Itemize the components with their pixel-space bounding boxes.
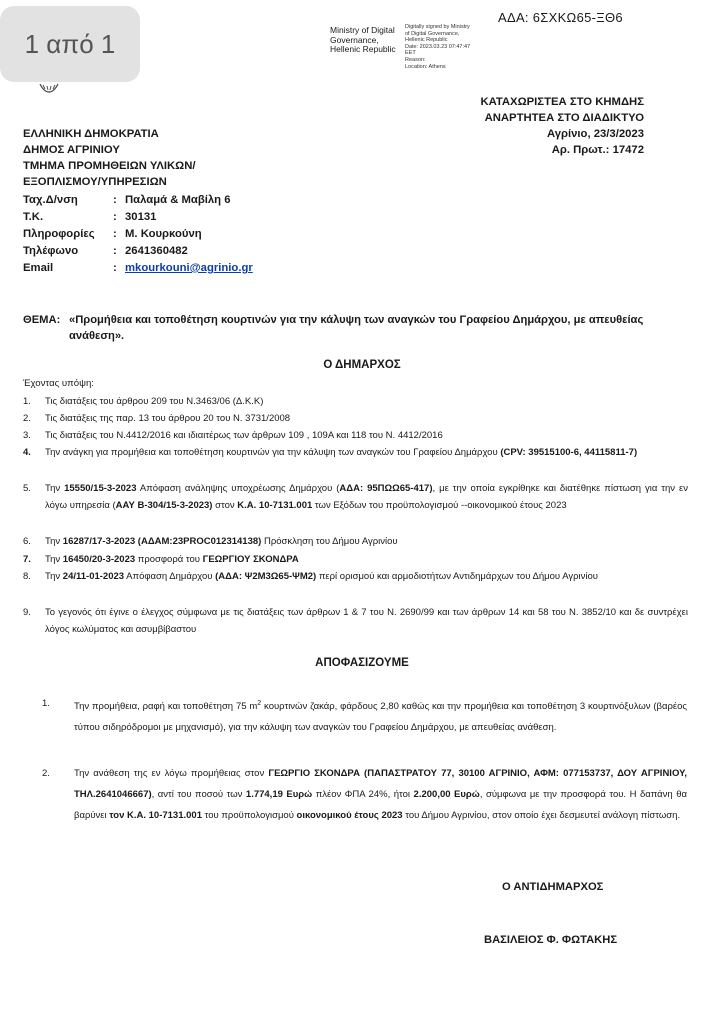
- sig-detail-line: Date: 2023.03.23 07:47:47: [405, 43, 471, 50]
- text-run: Πρόσκληση του Δήμου Αγρινίου: [261, 536, 398, 547]
- protocol-number: Αρ. Πρωτ.: 17472: [551, 144, 644, 156]
- bold-text: ΓΕΩΡΓΙΟΥ ΣΚΟΝΔΡΑ: [202, 554, 299, 565]
- subject: [23, 312, 693, 344]
- bold-text: ΑΔΑ: 95ΠΩΩ65-417): [339, 483, 433, 494]
- text-run: Τις διατάξεις του άρθρου 209 του Ν.3463/06 (Δ.Κ.Κ): [45, 396, 264, 407]
- text-run: Το γεγονός ότι έγινε ο έλεγχος σύμφωνα με τις διατάξεις των άρθρων 1 & 7 του Ν. 2690/99 και των άρθρων 14 και 58 του Ν. 3852/10 και δε συντρέχει λόγος κωλύματος και ασυμβίβαστου: [45, 607, 688, 635]
- item-number: 6.: [23, 536, 31, 547]
- sig-detail-line: Location: Athens: [405, 63, 446, 70]
- bold-text: Κ.Α. 10-7131.001: [237, 499, 313, 511]
- item-text: [45, 605, 688, 638]
- text-run: Απόφαση ανάληψης υποχρέωσης Δημάρχου (: [136, 483, 340, 494]
- item-number: 1.: [23, 396, 31, 407]
- contact-info-person: Πληροφορίες : Μ. Κουρκούνη: [23, 228, 202, 240]
- contact-phone: Τηλέφωνο : 2641360482: [23, 245, 188, 257]
- consideration-item: [23, 569, 688, 586]
- text-run: Τις διατάξεις του Ν.4412/2016 και ιδιαιτέρως των άρθρων 109 , 109Α και 118 του Ν. 4412/2016: [45, 430, 443, 441]
- superscript-text: 2: [257, 700, 262, 707]
- email-link[interactable]: mkourkouni@agrinio.gr: [125, 262, 253, 274]
- mayor-heading: Ο ΔΗΜΑΡΧΟΣ: [323, 359, 401, 371]
- bold-text: τον Κ.Α. 10-7131.001: [109, 810, 202, 821]
- contact-value: 30131: [125, 211, 157, 223]
- item-text: [45, 534, 688, 551]
- item-number: 1.: [42, 698, 50, 709]
- contact-label: Ταχ.Δ/νση: [23, 194, 78, 206]
- consideration-item: [23, 552, 688, 569]
- sig-detail-line: Reason:: [405, 56, 426, 63]
- signatory-name: ΒΑΣΙΛΕΙΟΣ Φ. ΦΩΤΑΚΗΣ: [484, 934, 618, 946]
- contact-label: Πληροφορίες: [23, 228, 95, 240]
- text-run: Την προμήθεια, ραφή και τοποθέτηση 75 m: [74, 701, 258, 713]
- text-run: Την: [45, 571, 63, 582]
- text-run: περί ορισμού και αρμοδιοτήτων Αντιδημάρχων του Δήμου Αγρινίου: [316, 571, 598, 582]
- bold-text: ΓΕΩΡΓΙΟ ΣΚΟΝΔΡΑ (ΠΑΠΑΣΤΡΑΤΟΥ 77, 30100 ΑΓΡΙΝΙΟ, ΑΦΜ: 077153737, ΔΟΥ ΑΓΡΙΝΙΟΥ, ΤΗΛ.2641046667): [74, 768, 687, 800]
- item-number: 4.: [23, 447, 31, 458]
- consideration-item: [23, 445, 688, 462]
- bold-text: 24/11-01-2023: [62, 571, 125, 582]
- contact-value: Μ. Κουρκούνη: [125, 228, 202, 240]
- text-run: του προϋπολογισμού: [202, 810, 297, 821]
- signer-line: Governance,: [330, 34, 379, 45]
- subject-text: «Προμήθεια και τοποθέτηση κουρτινών για την κάλυψη των αναγκών του Γραφείου Δημάρχου, με απευθείας ανάθεση».: [69, 314, 644, 342]
- item-number: 2.: [42, 768, 50, 779]
- authority-line: ΤΜΗΜΑ ΠΡΟΜΗΘΕΙΩΝ ΥΛΙΚΩΝ/: [23, 160, 196, 172]
- text-run: κουρτινών ζακάρ, φάρδους 2,80 καθώς και την προμήθεια και τοποθέτηση 3 κουρτινόξυλων (βαρέος τύπου σιδηρόδρομοι με μηχανισμό), για την κάλυψη των αναγκών του Γραφείου Δημάρχου, με απευθείας ανάθεση.: [74, 701, 688, 734]
- decide-heading: ΑΠΟΦΑΣΙΖΟΥΜΕ: [315, 657, 409, 669]
- text-run: Την: [45, 483, 65, 494]
- decision-item: [42, 763, 687, 826]
- text-run: , με την οποία εγκρίθηκε και διατέθηκε πίστωση για την εν λόγω υπηρεσία (: [45, 483, 689, 511]
- digital-signature-signer: [330, 26, 396, 55]
- considering-label: Έχοντας υπόψη:: [23, 378, 94, 389]
- bold-text: 16287/17-3-2023 (ΑΔΑΜ:23PROC012314138): [62, 536, 262, 547]
- contact-value: 2641360482: [125, 245, 188, 257]
- page-indicator-text: 1 από 1: [24, 28, 116, 59]
- bold-text: οικονομικού έτους 2023: [296, 810, 403, 821]
- contact-address: Ταχ.Δ/νση : Παλαμά & Μαβίλη 6: [23, 194, 231, 206]
- authority-line: ΔΗΜΟΣ ΑΓΡΙΝΙΟΥ: [23, 144, 120, 156]
- signatory-role: Ο ΑΝΤΙΔΗΜΑΡΧΟΣ: [502, 881, 604, 893]
- item-text: [74, 693, 687, 738]
- item-number: 5.: [23, 483, 31, 494]
- contact-email: Email : mkourkouni@agrinio.gr: [23, 262, 253, 274]
- text-run: προσφορά του: [135, 554, 203, 565]
- text-run: Την: [45, 554, 63, 565]
- item-text: [45, 411, 688, 428]
- contact-label: Τ.Κ.: [23, 211, 44, 223]
- text-run: πλέον ΦΠΑ 24%, ήτοι: [312, 789, 414, 800]
- consideration-item: [23, 605, 688, 638]
- text-run: στον: [212, 499, 238, 511]
- sig-detail-line: of Digital Governance,: [405, 30, 460, 37]
- bold-text: 16450/20-3-2023: [62, 554, 136, 565]
- item-number: 3.: [23, 430, 31, 441]
- text-run: των Εξόδων του προϋπολογισμού --οικονομικού έτους 2023: [312, 499, 567, 511]
- page-indicator-badge: [0, 6, 140, 82]
- authority-line: ΕΛΛΗΝΙΚΗ ΔΗΜΟΚΡΑΤΙΑ: [23, 128, 159, 140]
- text-run: Την ανάθεση της εν λόγω προμήθειας στον: [74, 768, 269, 779]
- consideration-item: [23, 394, 688, 411]
- text-run: Την: [45, 536, 63, 547]
- internet-post-note: ΑΝΑΡΤΗΤΕΑ ΣΤΟ ΔΙΑΔΙΚΤΥΟ: [484, 112, 644, 124]
- contact-value: Παλαμά & Μαβίλη 6: [125, 194, 231, 206]
- consideration-item: [23, 411, 688, 428]
- consideration-item: [23, 428, 688, 445]
- contact-postcode: Τ.Κ. : 30131: [23, 211, 157, 223]
- bold-text: 1.774,19 Ευρώ: [245, 789, 313, 800]
- item-number: 9.: [23, 607, 31, 618]
- consideration-item: [23, 481, 688, 514]
- sig-detail-line: Digitally signed by Ministry: [405, 24, 470, 30]
- bold-text: ΑΑΥ Β-304/15-3-2023): [115, 499, 213, 511]
- text-run: , σύμφωνα με την προσφορά του. Η δαπάνη θα βαρύνει: [74, 789, 687, 821]
- bold-text: 2.200,00 Ευρώ: [413, 789, 480, 800]
- signer-line: Ministry of Digital: [330, 25, 395, 35]
- decision-item: [42, 693, 687, 738]
- digital-signature-details: [405, 24, 470, 70]
- text-run: , αντί του ποσού των: [151, 789, 246, 800]
- greek-emblem-icon: [38, 80, 60, 94]
- item-text: [45, 552, 688, 569]
- consideration-item: [23, 534, 688, 551]
- item-text: [45, 569, 688, 586]
- item-text: [45, 445, 688, 462]
- text-run: Απόφαση Δημάρχου: [124, 571, 216, 582]
- text-run: Την ανάγκη για προμήθεια και τοποθέτηση κουρτινών για την κάλυψη των αναγκών του Γραφείου Δημάρχου: [45, 447, 501, 458]
- sig-detail-line: EET: [405, 50, 416, 57]
- item-text: [45, 428, 688, 445]
- item-text: [45, 394, 688, 411]
- text-run: του Δήμου Αγρινίου, στον οποίο έχει δεσμευτεί ανάλογη πίστωση.: [402, 810, 681, 821]
- item-text: [74, 763, 687, 826]
- item-number: 2.: [23, 413, 31, 424]
- registry-note: ΚΑΤΑΧΩΡΙΣΤΕΑ ΣΤΟ ΚΗΜΔΗΣ: [480, 96, 644, 108]
- bold-text: 15550/15-3-2023: [64, 483, 137, 494]
- signer-line: Hellenic Republic: [330, 44, 396, 54]
- bold-text: (ΑΔΑ: Ψ2Μ3Ω65-ΨΜ2): [215, 571, 317, 582]
- contact-label: Τηλέφωνο: [23, 245, 79, 257]
- item-number: 7.: [23, 554, 31, 565]
- authority-line: ΕΞΟΠΛΙΣΜΟΥ/ΥΠΗΡΕΣΙΩΝ: [23, 176, 167, 188]
- item-number: 8.: [23, 571, 31, 582]
- subject-label: ΘΕΜΑ:: [23, 314, 61, 326]
- text-run: Τις διατάξεις της παρ. 13 του άρθρου 20 του Ν. 3731/2008: [45, 413, 291, 424]
- item-text: [45, 481, 688, 514]
- sig-detail-line: Hellenic Republic: [405, 37, 448, 44]
- bold-text: (CPV: 39515100-6, 44115811-7): [500, 447, 638, 458]
- ada-code: ΑΔΑ: 6ΣΧΚΩ65-ΞΘ6: [498, 10, 623, 25]
- document-date: Αγρίνιο, 23/3/2023: [546, 128, 644, 140]
- contact-label: Email: [23, 262, 54, 274]
